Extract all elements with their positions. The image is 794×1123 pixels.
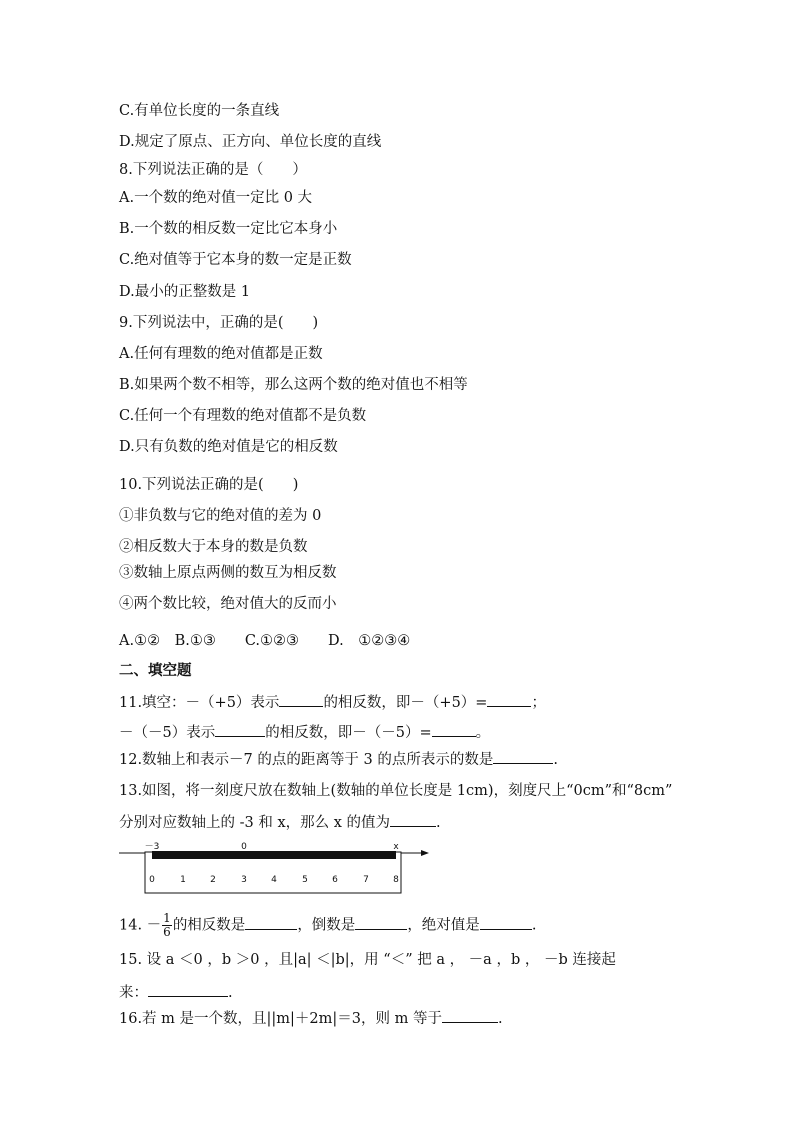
section-heading-fill-in: 二、填空题 — [119, 663, 192, 679]
q11-blank-1[interactable] — [279, 692, 323, 707]
question-16 — [119, 1008, 503, 1029]
question-15-line-1: 15. 设 a ＜0 ，b ＞0 ，且|a| ＜|b|，用 “＜” 把 a ， －a ，b ， －b 连接起 — [119, 952, 616, 968]
option-b-q9: B.如果两个数不相等，那么这两个数的绝对值也不相等 — [119, 377, 468, 393]
q11-text-6: 。 — [475, 725, 491, 741]
q12-end: . — [553, 752, 558, 768]
ruler-tick-3: 3 — [241, 875, 247, 885]
statement-3-q10: ③数轴上原点两侧的数互为相反数 — [119, 565, 337, 581]
statement-4-q10: ④两个数比较，绝对值大的反而小 — [119, 596, 337, 612]
q15-text: 来： — [119, 985, 148, 1001]
q14-prefix: 14. － — [119, 917, 162, 934]
q11-blank-3[interactable] — [215, 722, 265, 737]
q11-text-5: 的相反数，即－（－5）= — [265, 725, 432, 741]
ruler-tick-2: 2 — [210, 875, 216, 885]
q14-blank-3[interactable] — [480, 915, 532, 930]
q14-text-3: ，绝对值是 — [407, 917, 480, 934]
question-12 — [119, 749, 558, 770]
q14-end: . — [531, 917, 537, 934]
ruler-tick-0: 0 — [149, 875, 155, 885]
option-d-q7: D.规定了原点、正方向、单位长度的直线 — [119, 134, 382, 150]
option-b-q8: B.一个数的相反数一定比它本身小 — [119, 221, 338, 237]
question-15-line-2 — [119, 982, 233, 1003]
question-9: 9.下列说法中，正确的是( ) — [119, 315, 319, 331]
option-d-q9: D.只有负数的绝对值是它的相反数 — [119, 439, 338, 455]
option-d-q8: D.最小的正整数是 1 — [119, 284, 251, 300]
number-line-ruler-figure — [119, 838, 431, 896]
q13-text: 分别对应数轴上的 -3 和 x，那么 x 的值为 — [119, 815, 391, 831]
q11-text-3: ； — [531, 695, 546, 711]
q15-end: . — [228, 985, 233, 1001]
ruler-tick-4: 4 — [271, 875, 277, 885]
option-a-q8: A.一个数的绝对值一定比 0 大 — [119, 190, 313, 206]
q12-blank[interactable] — [493, 749, 553, 764]
option-a-q9: A.任何有理数的绝对值都是正数 — [119, 346, 323, 362]
ruler-tick-6: 6 — [332, 875, 338, 885]
options-q10: A.①② B.①③ C.①②③ D. ①②③④ — [119, 633, 411, 649]
q16-end: . — [498, 1011, 503, 1027]
q11-text-4: －（－5）表示 — [119, 725, 216, 741]
axis-label-x: x — [393, 842, 399, 852]
axis-arrow-icon — [421, 850, 429, 856]
q11-blank-4[interactable] — [432, 722, 476, 737]
q13-end: . — [436, 815, 441, 831]
q14-text-1: 的相反数是 — [172, 917, 246, 934]
q14-denominator: 6 — [163, 925, 171, 939]
ruler-tick-5: 5 — [302, 875, 308, 885]
question-11-line-2 — [119, 722, 490, 743]
option-c-q9: C.任何一个有理数的绝对值都不是负数 — [119, 408, 367, 424]
q14-blank-1[interactable] — [245, 915, 297, 930]
ruler-tick-7: 7 — [363, 875, 369, 885]
question-8: 8.下列说法正确的是（ ） — [119, 162, 307, 178]
option-c-q8: C.绝对值等于它本身的数一定是正数 — [119, 252, 352, 268]
q14-blank-2[interactable] — [355, 915, 407, 930]
option-c-q7: C.有单位长度的一条直线 — [119, 103, 280, 119]
question-13-line-1: 13.如图，将一刻度尺放在数轴上(数轴的单位长度是 1cm)，刻度尺上“0cm”和“8cm” — [119, 783, 673, 799]
q16-blank[interactable] — [442, 1008, 498, 1023]
q11-blank-2[interactable] — [487, 692, 531, 707]
ruler-bar — [152, 851, 396, 859]
q15-blank[interactable] — [148, 982, 228, 997]
statement-1-q10: ①非负数与它的绝对值的差为 0 — [119, 508, 322, 524]
question-10: 10.下列说法正确的是( ) — [119, 477, 299, 493]
q14-fraction — [162, 912, 172, 939]
q11-text-1: 11.填空：－（+5）表示 — [119, 695, 280, 711]
axis-label-zero: 0 — [241, 842, 247, 852]
axis-label-minus3: －3 — [144, 842, 160, 852]
q12-text: 12.数轴上和表示－7 的点的距离等于 3 的点所表示的数是 — [119, 752, 494, 768]
ruler-tick-1: 1 — [180, 875, 186, 885]
statement-2-q10: ②相反数大于本身的数是负数 — [119, 539, 308, 555]
question-14 — [119, 912, 536, 939]
ruler-tick-8: 8 — [393, 875, 399, 885]
q14-text-2: ，倒数是 — [297, 917, 356, 934]
q14-numerator: 1 — [163, 911, 171, 925]
q16-text: 16.若 m 是一个数，且||m|＋2m|＝3，则 m 等于 — [119, 1011, 442, 1027]
q13-blank[interactable] — [390, 812, 436, 827]
question-11-line-1 — [119, 692, 546, 713]
q11-text-2: 的相反数，即－（+5）= — [323, 695, 488, 711]
question-13-line-2 — [119, 812, 441, 833]
